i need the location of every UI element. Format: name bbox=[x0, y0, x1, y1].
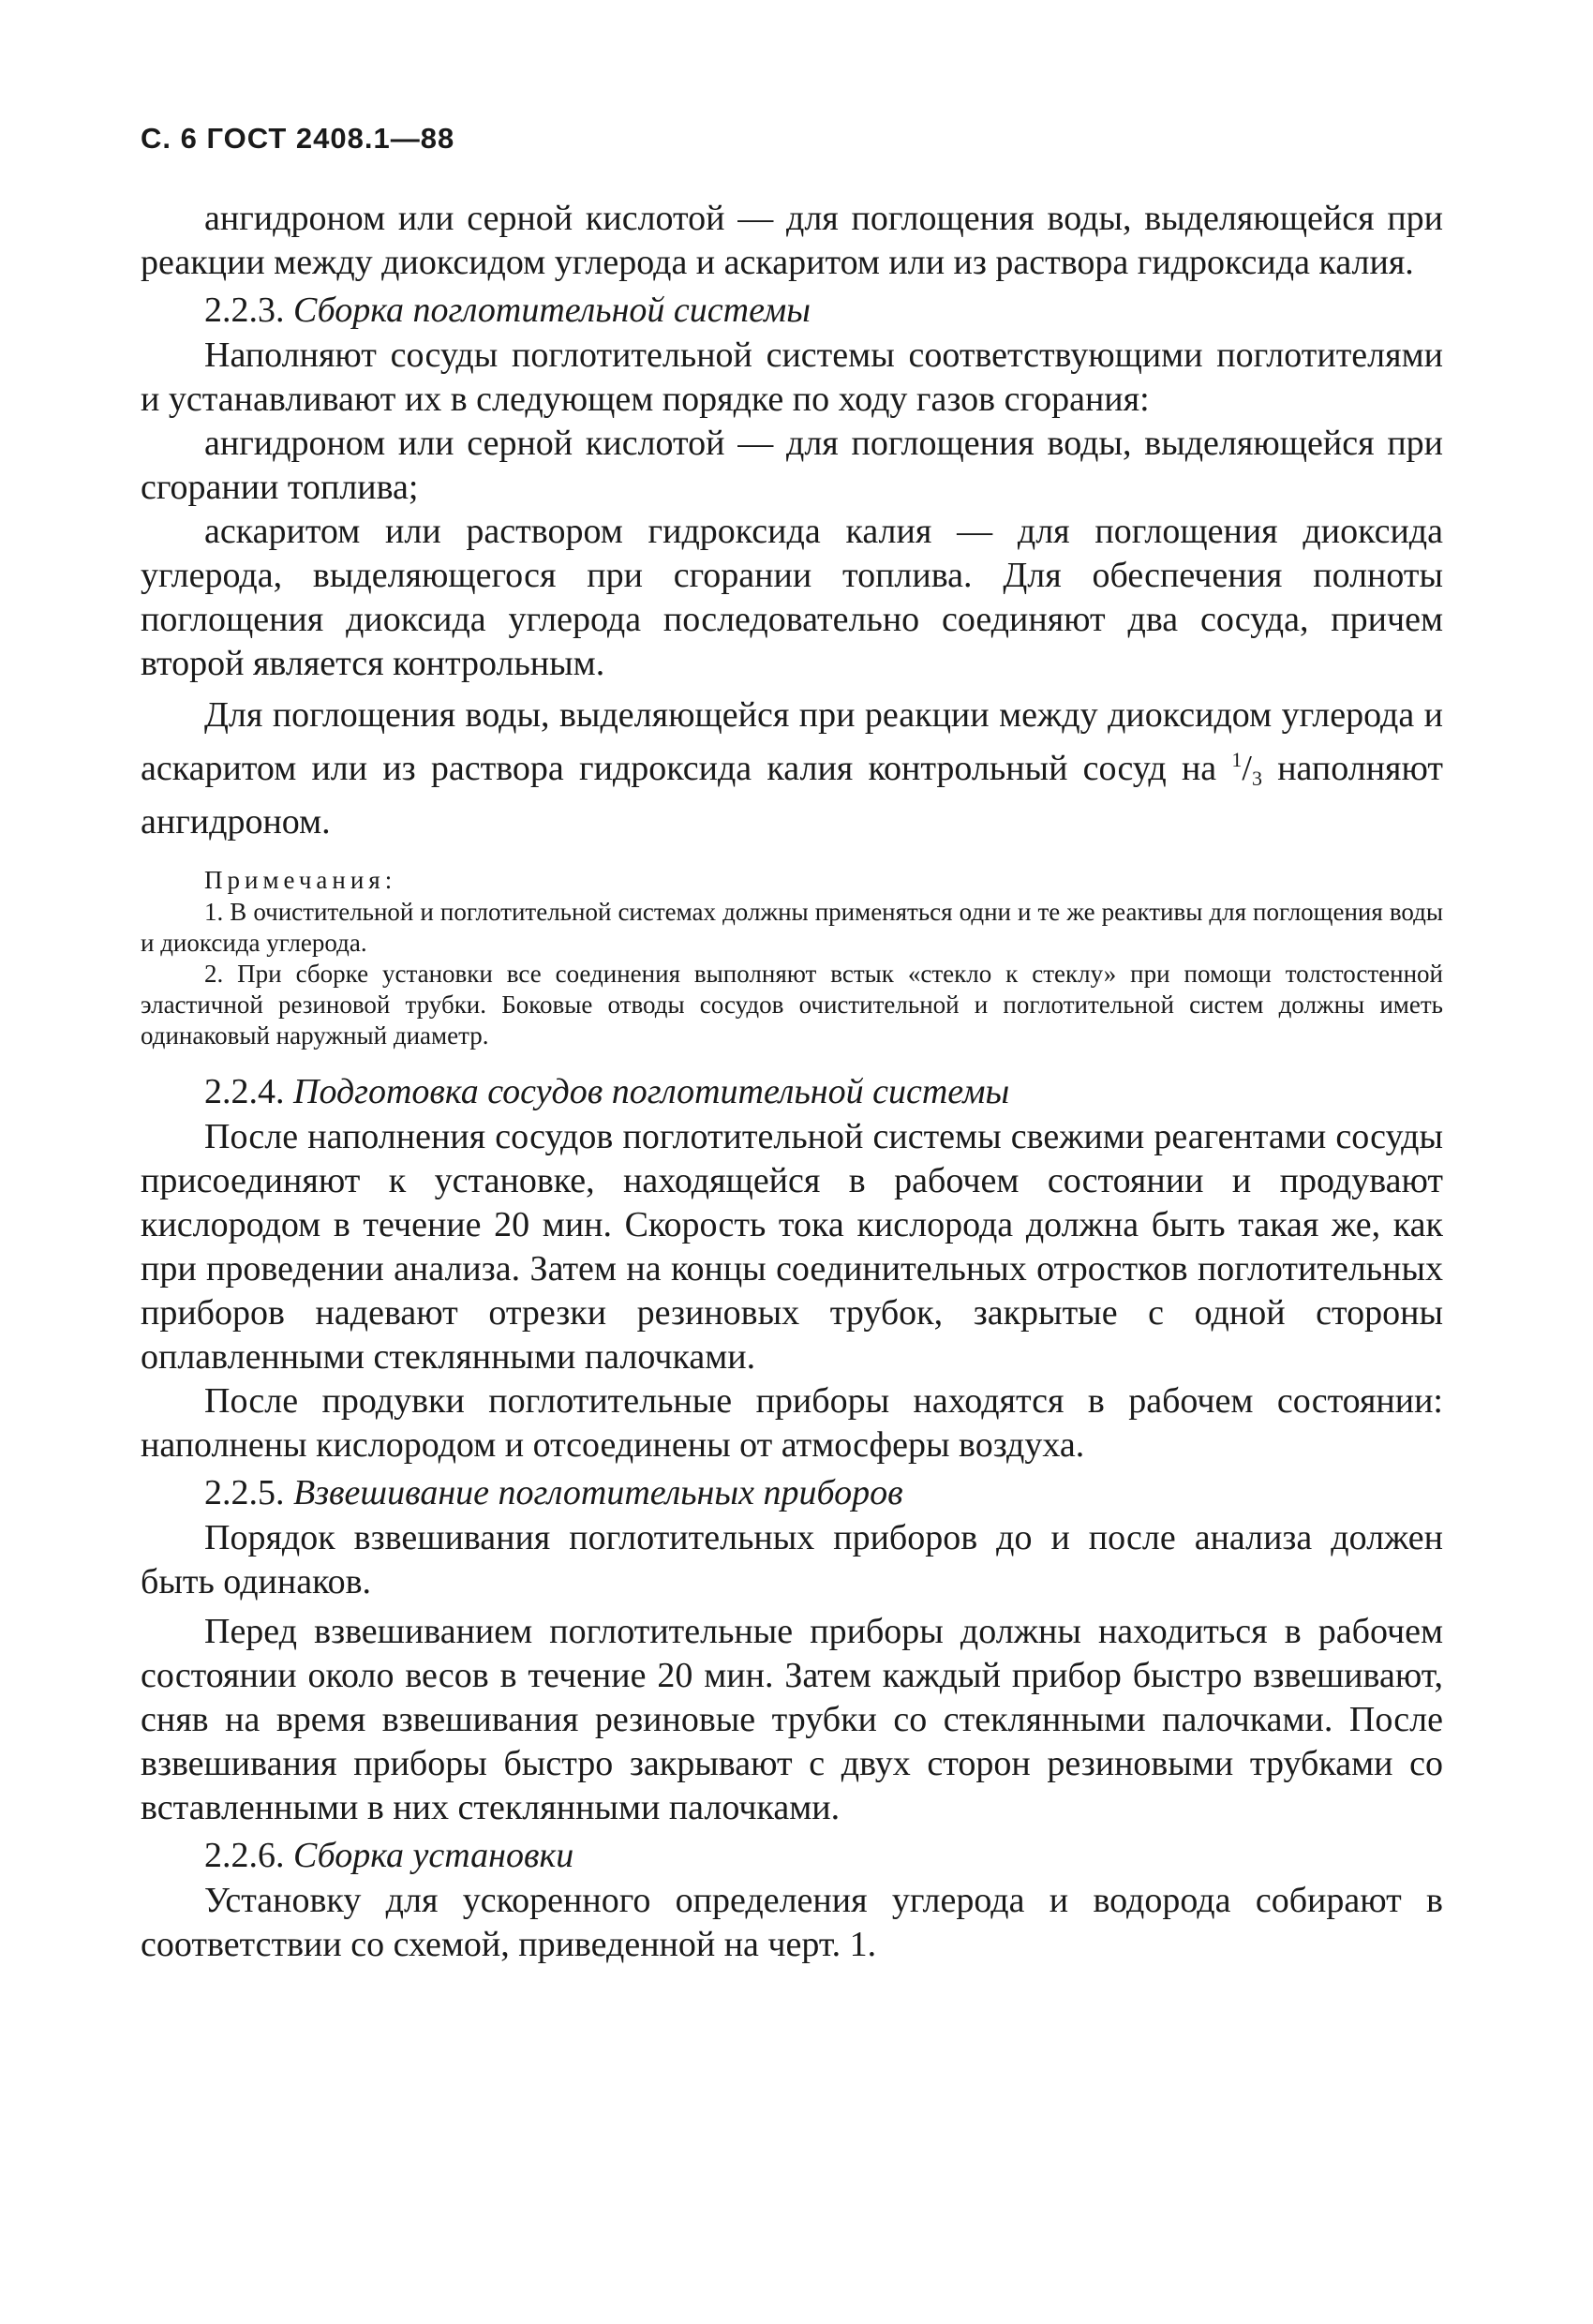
section-title: Сборка поглотительной системы bbox=[293, 290, 811, 330]
paragraph: Порядок взвешивания поглотительных приборов до и после анализа должен быть одинаков. bbox=[141, 1518, 1443, 1601]
section-heading-2-2-3 bbox=[141, 287, 1443, 334]
paragraph: Наполняют сосуды поглотительной системы соответствующими поглотителями и устанавливают их в следующем порядке по ходу газов сгорания: bbox=[141, 335, 1443, 419]
notes-title: Примечания: bbox=[204, 866, 397, 894]
paragraph: Установку для ускоренного определения углерода и водорода собирают в соответствии со схемой, приведенной на черт. 1. bbox=[141, 1881, 1443, 1964]
paragraph: Перед взвешиванием поглотительные приборы должны находиться в рабочем состоянии около весов в течение 20 мин. Затем каждый прибор быстро взвешивают, сняв на время взвешивания резиновые трубки со стеклянными палочками. После взвешивания приборы быстро закрывают с двух сторон резиновыми трубками со вставленными в них стеклянными палочками. bbox=[141, 1612, 1443, 1827]
section-number: 2.2.5. bbox=[204, 1473, 285, 1512]
note-item: 1. В очистительной и поглотительной системах должны применяться одни и те же реактивы для поглощения воды и диоксида углерода. bbox=[141, 898, 1443, 957]
note-item: 2. При сборке установки все соединения выполняют встык «стекло к стеклу» при помощи толстостенной эластичной резиновой трубки. Боковые отводы сосудов очистительной и поглотительной систем должны иметь одинаковый наружный диаметр. bbox=[141, 960, 1443, 1050]
section-title: Сборка установки bbox=[293, 1836, 574, 1875]
paragraph bbox=[141, 693, 1443, 844]
fraction-numerator: 1 bbox=[1231, 748, 1243, 771]
fraction-one-third: $^1/_3$ bbox=[1231, 748, 1262, 790]
section-heading-2-2-4 bbox=[141, 1068, 1443, 1115]
paragraph: аскаритом или раствором гидроксида калия — для поглощения диоксида углерода, выделяющегося при сгорании топлива. Для обеспечения полноты поглощения диоксида углерода последовательно соединяют два сосуда, причем второй является контрольным. bbox=[141, 512, 1443, 683]
paragraph: После наполнения сосудов поглотительной системы свежими реагентами сосуды присоединяют к установке, находящейся в рабочем состоянии и продувают кислородом в течение 20 мин. Скорость тока кислорода должна быть такая же, как при проведении анализа. Затем на концы соединительных отростков поглотительных приборов надевают отрезки резиновых трубок, закрытые с одной стороны оплавленными стеклянными палочками. bbox=[141, 1117, 1443, 1377]
section-heading-2-2-5 bbox=[141, 1469, 1443, 1516]
document-page bbox=[141, 122, 1443, 1967]
section-heading-2-2-6 bbox=[141, 1832, 1443, 1879]
paragraph: После продувки поглотительные приборы находятся в рабочем состоянии: наполнены кислородом и отсоединены от атмосферы воздуха. bbox=[141, 1381, 1443, 1465]
section-title: Подготовка сосудов поглотительной системы bbox=[293, 1072, 1010, 1111]
notes-block bbox=[141, 863, 1443, 1051]
running-head: С. 6 ГОСТ 2408.1—88 bbox=[141, 122, 455, 155]
section-number: 2.2.3. bbox=[204, 290, 285, 330]
section-number: 2.2.6. bbox=[204, 1836, 285, 1875]
paragraph: ангидроном или серной кислотой — для поглощения воды, выделяющейся при реакции между диоксидом углерода и аскаритом или из раствора гидроксида калия. bbox=[141, 199, 1443, 282]
paragraph-text: Для поглощения воды, выделяющейся при реакции между диоксидом углерода и аскаритом или из раствора гидроксида калия контрольный сосуд на bbox=[141, 695, 1443, 788]
paragraph: ангидроном или серной кислотой — для поглощения воды, выделяющейся при сгорании топлива; bbox=[141, 424, 1443, 507]
fraction-denominator: 3 bbox=[1251, 767, 1262, 790]
section-number: 2.2.4. bbox=[204, 1072, 285, 1111]
section-title: Взвешивание поглотительных приборов bbox=[293, 1473, 903, 1512]
paragraph-text: наполняют ангидроном. bbox=[141, 749, 1443, 842]
